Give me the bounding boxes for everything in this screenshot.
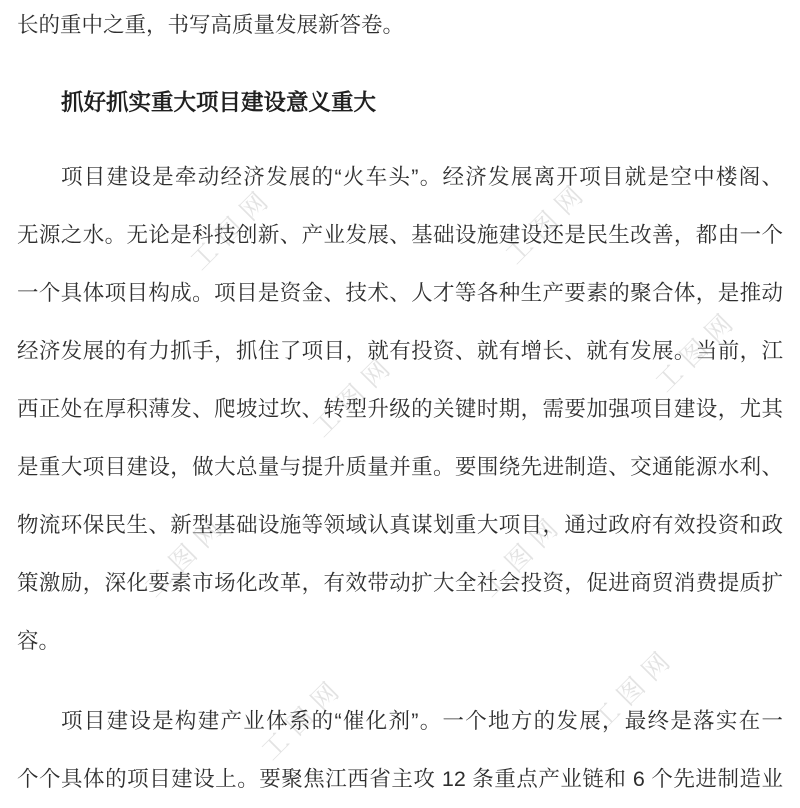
watermark-text: 工图网 bbox=[306, 347, 402, 443]
watermark-text: 工图网 bbox=[138, 507, 234, 603]
text-line: 物流环保民生、新型基础设施等领域认真谋划重大项目，通过政府有效投资和政 bbox=[17, 513, 783, 537]
watermark-text: 工图网 bbox=[649, 302, 745, 398]
watermark-text: 工图网 bbox=[474, 507, 570, 603]
text-line-continuation: 长的重中之重，书写高质量发展新答卷。 bbox=[17, 13, 405, 37]
section-heading: 抓好抓实重大项目建设意义重大 bbox=[61, 90, 377, 115]
text-line: 西正处在厚积薄发、爬坡过坎、转型升级的关键时期，需要加强项目建设，尤其 bbox=[17, 397, 783, 421]
watermark-text: 工图网 bbox=[586, 640, 682, 736]
text-line: 一个具体项目构成。项目是资金、技术、人才等各种生产要素的聚合体，是推动 bbox=[17, 281, 783, 305]
text-line: 经济发展的有力抓手，抓住了项目，就有投资、就有增长、就有发展。当前，江 bbox=[17, 339, 783, 363]
text-line: 个个具体的项目建设上。要聚焦江西省主攻 12 条重点产业链和 6 个先进制造业 bbox=[17, 767, 783, 791]
text-line: 项目建设是构建产业体系的“催化剂”。一个地方的发展，最终是落实在一 bbox=[61, 709, 783, 733]
text-line: 策激励，深化要素市场化改革，有效带动扩大全社会投资，促进商贸消费提质扩 bbox=[17, 571, 783, 595]
text-line: 容。 bbox=[17, 629, 61, 653]
text-line: 无源之水。无论是科技创新、产业发展、基础设施建设还是民生改善，都由一个 bbox=[17, 223, 783, 247]
watermark-text: 工图网 bbox=[184, 180, 280, 276]
text-line: 是重大项目建设，做大总量与提升质量并重。要围绕先进制造、交通能源水利、 bbox=[17, 455, 783, 479]
watermark-text: 工图网 bbox=[255, 670, 351, 766]
text-line: 项目建设是牵动经济发展的“火车头”。经济发展离开项目就是空中楼阁、 bbox=[61, 165, 783, 189]
paragraph-1 bbox=[17, 148, 783, 670]
paragraph-2 bbox=[17, 692, 783, 808]
watermark-text: 工图网 bbox=[499, 174, 595, 270]
